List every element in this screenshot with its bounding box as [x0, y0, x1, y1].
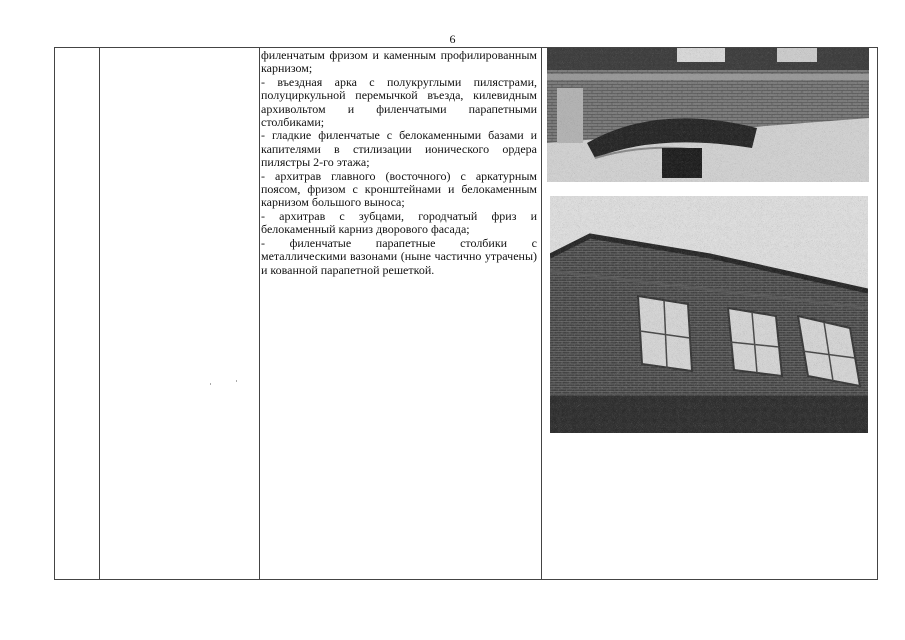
scan-speck	[210, 383, 211, 385]
arch-canopy-photo	[547, 48, 869, 182]
description-line: - архитрав с зубцами, городчатый фриз и белокаменный карниз дворового фасада;	[261, 208, 537, 237]
description-line: - филенчатые парапетные столбики с металлическими вазонами (ныне частично утрачены) и кованной парапетной решеткой.	[261, 235, 537, 277]
facade-windows-photo	[550, 196, 868, 433]
scan-speck	[236, 380, 237, 382]
description-line: - гладкие филенчатые с белокаменными базами и капителями в стилизации ионического ордера пилястры 2-го этажа;	[261, 128, 537, 170]
description-line: - архитрав главного (восточного) с аркатурным поясом, фризом с кронштейнами и белокаменным карнизом большого выноса;	[261, 168, 537, 210]
description-line: филенчатым фризом и каменным профилированным карнизом;	[261, 48, 537, 76]
column-divider-2	[259, 48, 260, 579]
document-table	[54, 47, 878, 580]
column-divider-3	[541, 48, 542, 579]
page-number: 6	[449, 32, 456, 46]
description-cell	[261, 49, 537, 277]
column-divider-1	[99, 48, 100, 579]
description-line: - въездная арка с полукруглыми пилястрами, полуциркульной перемычкой въезда, килевидным архивольтом и филенчатыми парапетными столбиками;	[261, 74, 537, 130]
